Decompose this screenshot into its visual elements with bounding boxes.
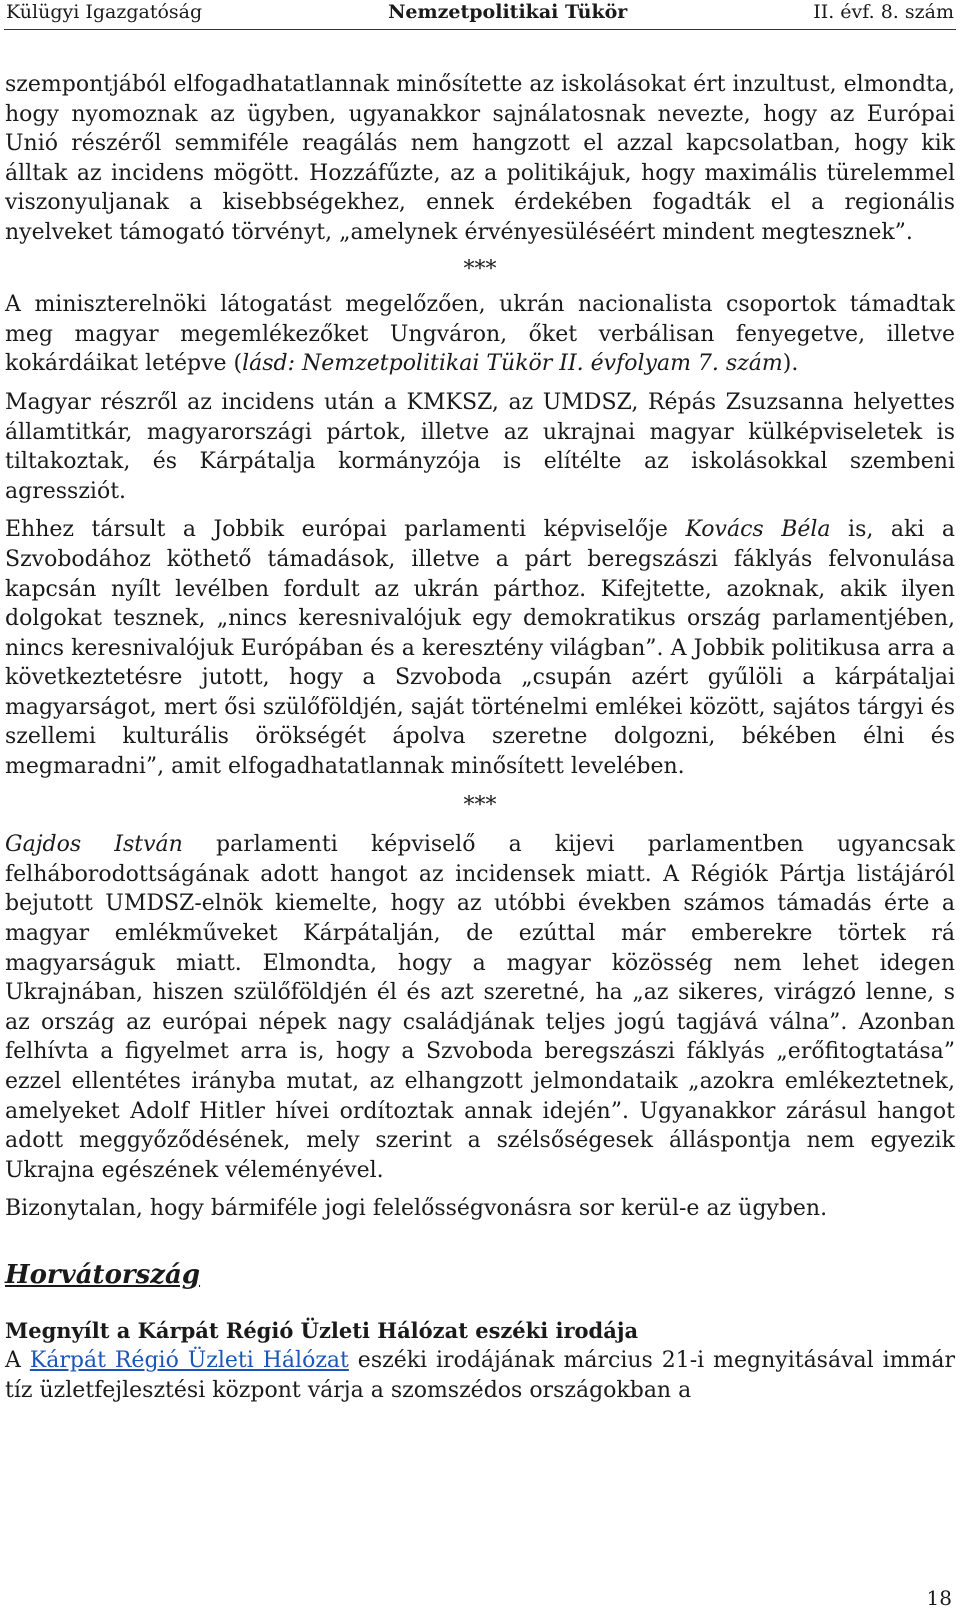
article-heading: Megnyílt a Kárpát Régió Üzleti Hálózat eszéki irodája [5, 1317, 639, 1343]
page-number: 18 [926, 1586, 952, 1610]
person-name: Kovács Béla [685, 517, 831, 543]
paragraph-text: Magyar részről az incidens után a KMKSZ, az UMDSZ, Répás Zsuzsanna helyettes államtitkár, magyarországi pártok, illetve az ukrajnai magyar külképviseletek is tiltakoztak, és Kárpátalja kormányzója is elítélte az iskolásokkal szembeni agressziót. [5, 389, 955, 504]
paragraph-text: A [5, 1347, 30, 1373]
paragraph-text: is, aki a Szvobodához köthető támadások, illetve a párt beregszászi fáklyás felvonulása kapcsán nyílt levélben fordult az ukrán párthoz. Kifejtette, azoknak, akik ilyen dolgokat tesznek, „nincs keresnivalójuk egy demokratikus ország parlamentjében, nincs keresnivalójuk Európában és a keresztény világban”. A Jobbik politikusa arra a következtetésre jutott, hogy a Szvoboda „csupán azért gyűlöli a kárpátaljai magyarságot, mert ősi szülőföldjén, saját történelmi emlékei között, sajátos tárgyi és szellemi kulturális örökségét ápolva szeretne dolgozni, békében élni és megmaradni”, amit elfogadhatatlannak minősített levelében. [5, 517, 956, 780]
paragraph [5, 290, 955, 379]
paragraph-text: Ehhez társult a Jobbik európai parlamenti képviselője [5, 517, 686, 543]
paragraph-text: A miniszterelnöki látogatást megelőzően, ukrán nacionalista csoportok támadtak meg magyar megemlékezőket Ungváron, őket verbálisan fenyegetve, illetve kokárdáikat letépve ( [5, 292, 955, 377]
section-heading: Horvátország [5, 1259, 201, 1290]
header-title: Nemzetpolitikai Tükör [388, 1, 628, 23]
paragraph [5, 70, 955, 248]
paragraph [5, 1194, 955, 1224]
section-separator: *** [463, 256, 497, 282]
header-left: Külügyi Igazgatóság [6, 1, 203, 23]
paragraph [5, 1346, 955, 1405]
paragraph [5, 830, 955, 1185]
paragraph-text: Bizonytalan, hogy bármiféle jogi felelősségvonásra sor kerül-e az ügyben. [5, 1196, 828, 1222]
reference-citation: lásd: Nemzetpolitikai Tükör II. évfolyam 7. szám [242, 351, 783, 377]
header-issue: II. évf. 8. szám [813, 1, 954, 23]
paragraph [5, 388, 955, 506]
paragraph [5, 515, 955, 781]
paragraph-text: parlamenti képviselő a kijevi parlamentben ugyancsak felháborodottságának adott hangot az incidensek miatt. A Régiók Pártja listájáról bejutott UMDSZ-elnök kiemelte, hogy az utóbbi években számos támadás érte a magyar emlékműveket Kárpátalján, de ezúttal már emberekre törtek rá magyarságuk miatt. Elmondta, hogy a magyar közösség nem lehet idegen Ukrajnában, hiszen szülőföldjén él és azt szeretné, ha „az sikeres, virágzó lenne, s az ország az európai népek nagy családjának teljes jogú tagjává válna”. Azonban felhívta a figyelmet arra is, hogy a Szvoboda beregszászi fáklyás „erőfitogtatása” ezzel ellentétes irányba mutat, az elhangzott jelmondataik „azokra emlékeztetnek, amelyeket Adolf Hitler hívei ordítoztak annak idején”. Ugyanakkor zárásul hangot adott meggyőződésének, mely szerint a szélsőségesek álláspontja nem egyezik Ukrajna egészének véleményével. [5, 832, 955, 1183]
paragraph-text: ). [782, 351, 799, 377]
section-separator: *** [463, 792, 497, 818]
person-name: Gajdos István [5, 832, 183, 858]
paragraph-text: eszéki irodájának március 21-i megnyitásával immár tíz üzletfejlesztési központ várja a szomszédos országokban a [5, 1347, 955, 1403]
organization-link[interactable]: Kárpát Régió Üzleti Hálózat [29, 1347, 349, 1373]
header-divider [4, 29, 956, 30]
paragraph-text: szempontjából elfogadhatatlannak minősítette az iskolásokat ért inzultust, elmondta, hogy nyomoznak az ügyben, ugyanakkor sajnálatosnak nevezte, hogy az Európai Unió részéről semmiféle reagálás nem hangzott el azzal kapcsolatban, hogy kik álltak az incidens mögött. Hozzáfűzte, az a politikájuk, hogy maximális türelemmel viszonyuljanak a kisebbségekhez, ennek érdekében fogadták el a regionális nyelveket támogató törvényt, „amelynek érvényesüléséért mindent megtesznek”. [5, 72, 955, 245]
document-body [5, 70, 955, 1414]
running-header [6, 0, 954, 26]
